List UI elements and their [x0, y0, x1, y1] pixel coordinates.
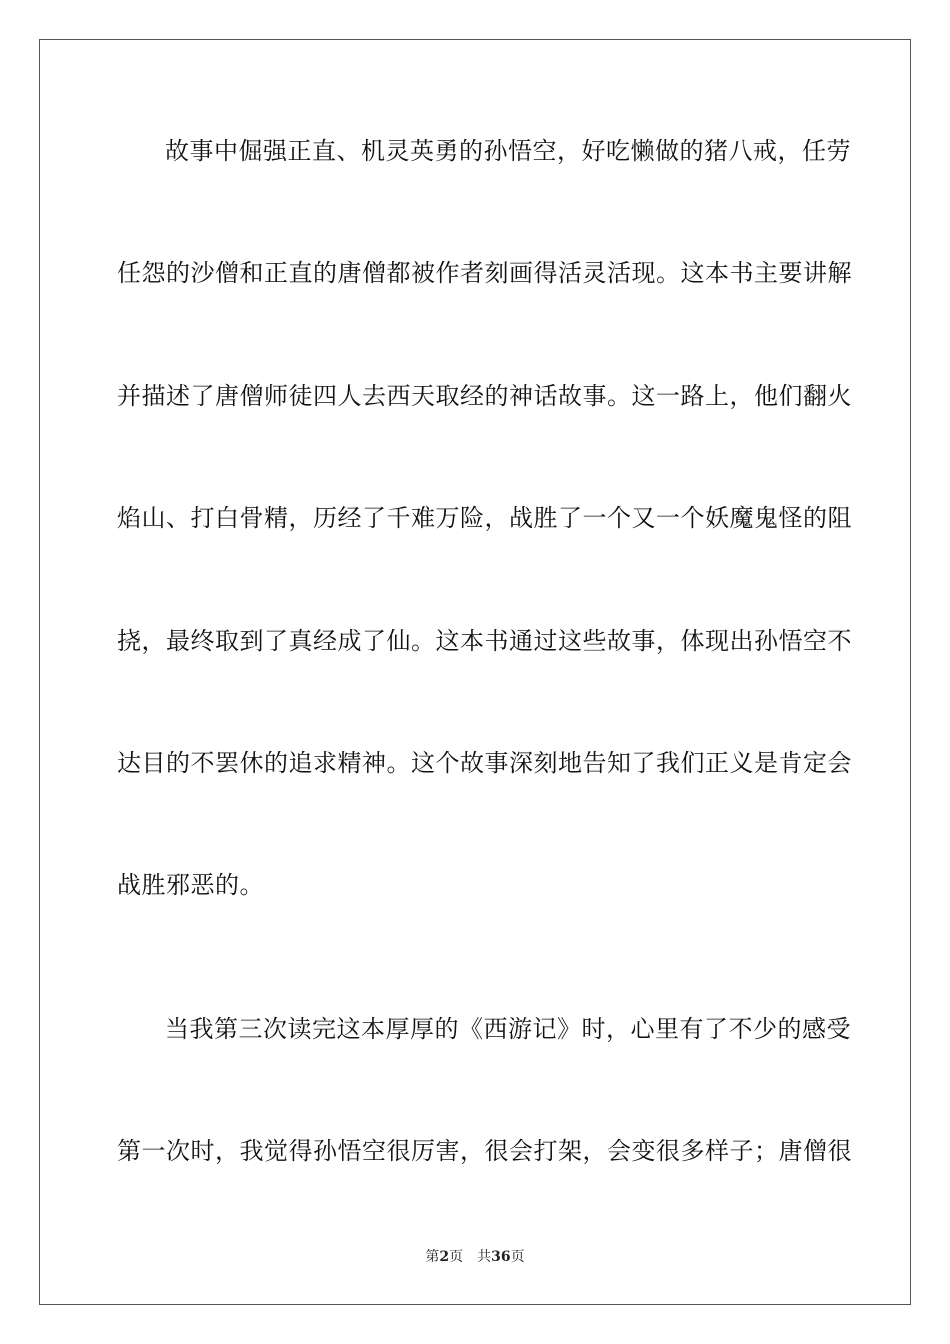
- paragraph-1-line-4: 焰山、打白骨精，历经了千难万险，战胜了一个又一个妖魔鬼怪的阻: [117, 504, 852, 532]
- paragraph-1-line-6: 达目的不罢休的追求精神。这个故事深刻地告知了我们正义是肯定会: [117, 749, 852, 777]
- paragraph-1-line-7: 战胜邪恶的。: [117, 871, 264, 899]
- page-prefix: 第: [425, 1249, 440, 1265]
- total-suffix: 页: [510, 1249, 525, 1265]
- page-border: [39, 39, 911, 1305]
- paragraph-2-line-2: 第一次时，我觉得孙悟空很厉害，很会打架，会变很多样子；唐僧很: [117, 1137, 852, 1165]
- paragraph-2-line-1: 当我第三次读完这本厚厚的《西游记》时，心里有了不少的感受: [165, 1015, 851, 1043]
- paragraph-1-line-3: 并描述了唐僧师徒四人去西天取经的神话故事。这一路上，他们翻火: [117, 382, 852, 410]
- total-prefix: 共: [477, 1249, 492, 1265]
- page-suffix: 页: [449, 1249, 464, 1265]
- total-pages: 36: [491, 1249, 511, 1265]
- paragraph-1-line-1: 故事中倔强正直、机灵英勇的孙悟空，好吃懒做的猪八戒，任劳: [165, 137, 851, 165]
- paragraph-1-line-2: 任怨的沙僧和正直的唐僧都被作者刻画得活灵活现。这本书主要讲解: [117, 259, 852, 287]
- page-footer: [0, 1248, 950, 1266]
- page-number: 2: [439, 1249, 450, 1265]
- paragraph-1-line-5: 挠，最终取到了真经成了仙。这本书通过这些故事，体现出孙悟空不: [117, 627, 852, 655]
